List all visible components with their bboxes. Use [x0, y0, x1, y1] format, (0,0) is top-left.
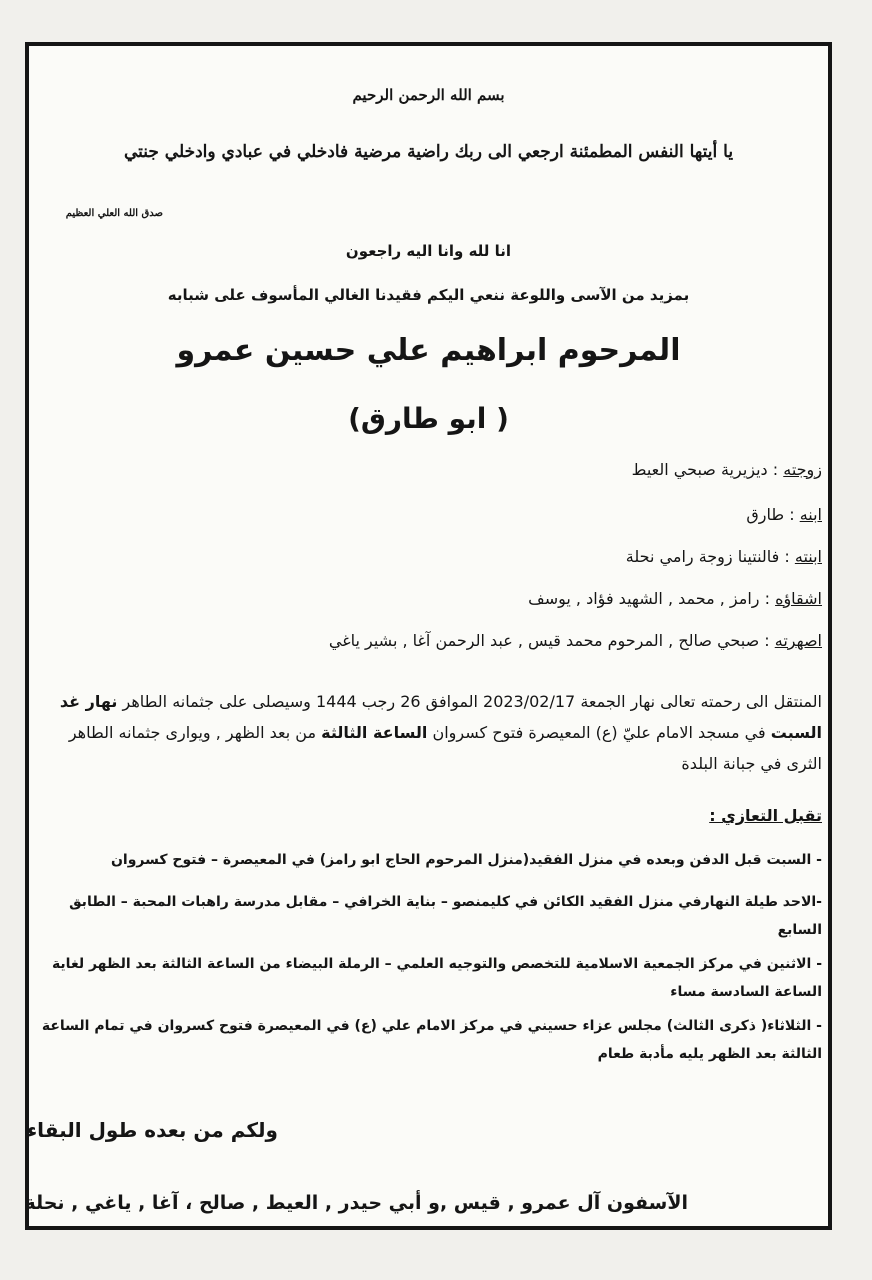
family-value: : صبحي صالح , المرحوم محمد قيس , عبد الرحمن آغا , بشير ياغي	[328, 631, 775, 650]
family-label: ابنه	[799, 505, 822, 524]
condolence-item-saturday: - السبت قبل الدفن وبعده في منزل الفقيد(منزل المرحوم الحاج ابو رامز) في المعيصرة – فتوح كسروان	[110, 852, 822, 868]
closing-line: ولكم من بعده طول البقاء	[26, 1118, 278, 1142]
istirja: انا لله وانا اليه راجعون	[345, 242, 512, 260]
document-frame	[25, 42, 832, 1230]
family-value: : فالنتينا زوجة رامي نحلة	[625, 547, 795, 566]
mourners-line: الآسفون آل عمرو , قيس ,و أبي حيدر , العيط , صالح ، آغا , ياغي , نحلة	[24, 1192, 688, 1214]
announcement-paragraph	[39, 686, 822, 779]
family-label: زوجته	[783, 460, 822, 479]
quran-verse: يا أيتها النفس المطمئنة ارجعي الى ربك راضية مرضية فادخلي في عبادي وادخلي جنتي	[123, 142, 734, 162]
announcement-text: المنتقل الى رحمته تعالى نهار الجمعة 2023/02/17 الموافق 26 رجب 1444 وسيصلى على جثمانه الطاهر	[117, 692, 822, 711]
condolence-item-monday: - الاثنين في مركز الجمعية الاسلامية للتخصص والتوجيه العلمي – الرملة البيضاء من الساعة الثالثة بعد الظهر لغاية الساعة السادسة مساء	[51, 956, 822, 1000]
basmala: بسم الله الرحمن الرحيم	[352, 86, 505, 104]
family-label: ابنته	[794, 547, 822, 566]
announcement-text: من بعد الظهر , ويوارى جثمانه الطاهر الثرى في جبانة البلدة	[68, 723, 822, 773]
family-row-son	[746, 505, 822, 524]
condolence-item-tuesday: - الثلاثاء( ذكرى الثالث) مجلس عزاء حسيني في مركز الامام علي (ع) في المعيصرة فتوح كسروان في تمام الساعة الثالثة بعد الظهر يليه مأدبة طعام	[41, 1018, 822, 1062]
verse-attribution: صدق الله العلي العظيم	[65, 208, 163, 219]
family-row-wife	[632, 460, 822, 479]
family-value: : ديزيرية صبحي العيط	[631, 460, 784, 479]
family-row-in-laws	[329, 631, 822, 650]
deceased-name: المرحوم ابراهيم علي حسين عمرو	[176, 333, 681, 368]
family-row-daughter	[626, 547, 822, 566]
condolence-item-sunday: -الاحد طيلة النهارفي منزل الفقيد الكائن في كليمنصو – بناية الخرافي – مقابل مدرسة راهبات المحبة – الطابق السابع	[69, 894, 822, 938]
kunya: ( ابو طارق)	[348, 402, 509, 435]
family-label: اصهرته	[774, 631, 822, 650]
announcement-text: في مسجد الامام عليّ (ع) المعيصرة فتوح كسروان	[427, 723, 771, 742]
family-value: : رامز , محمد , الشهيد فؤاد , يوسف	[528, 589, 776, 608]
intro-line: بمزيد من الآسى واللوعة ننعي اليكم فقيدنا الغالي المأسوف على شبابه	[167, 286, 690, 304]
family-row-brothers	[528, 589, 822, 608]
family-value: : طارق	[746, 505, 800, 524]
condolences-heading: تقبل التعازي :	[709, 806, 822, 825]
announcement-time: الساعة الثالثة	[321, 723, 428, 742]
announcement-day: نهار غد السبت	[59, 692, 822, 742]
family-label: اشقاؤه	[775, 589, 822, 608]
